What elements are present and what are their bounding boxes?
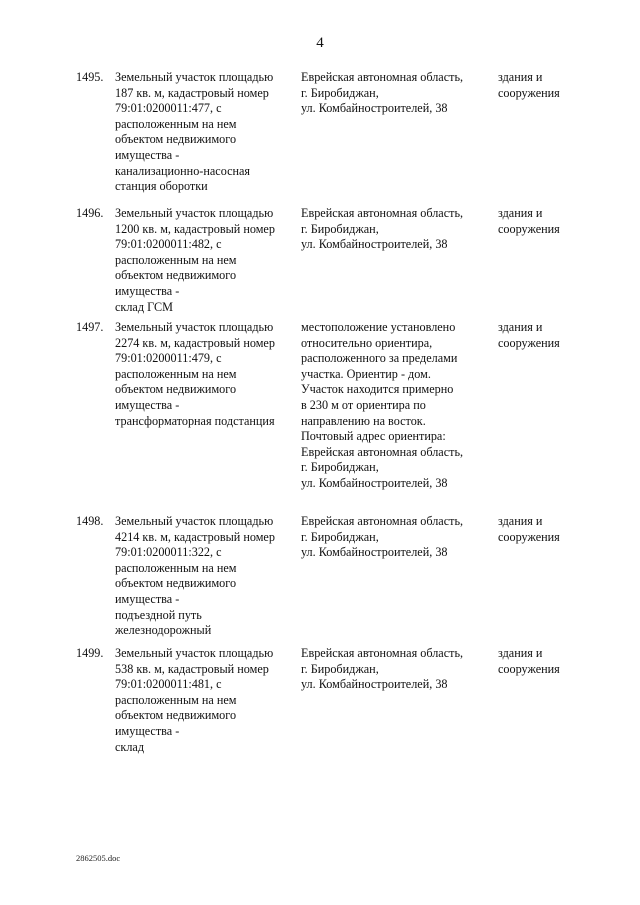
entry-type: здания и сооружения	[498, 70, 560, 100]
entry-address: Еврейская автономная область, г. Биробиджан, ул. Комбайностроителей, 38	[301, 206, 464, 252]
entry-address: Еврейская автономная область, г. Биробиджан, ул. Комбайностроителей, 38	[301, 514, 464, 560]
entry-description: Земельный участок площадью 4214 кв. м, кадастровый номер 79:01:0200011:322, с расположенным на нем объектом недвижимого имущества - подъездной путь железнодорожный	[115, 514, 275, 638]
entry-type: здания и сооружения	[498, 206, 560, 236]
entry-type: здания и сооружения	[498, 514, 560, 544]
entry-address: Еврейская автономная область, г. Биробиджан, ул. Комбайностроителей, 38	[301, 70, 464, 116]
entry-description: Земельный участок площадью 1200 кв. м, кадастровый номер 79:01:0200011:482, с расположенным на нем объектом недвижимого имущества - склад ГСМ	[115, 206, 275, 314]
entry-number: 1499.	[76, 646, 104, 660]
entry-number: 1498.	[76, 514, 104, 528]
entry-number: 1496.	[76, 206, 104, 220]
entry-type: здания и сооружения	[498, 320, 560, 350]
footer-filename: 2862505.doc	[76, 853, 121, 863]
page-number: 4	[316, 35, 324, 51]
entry-description: Земельный участок площадью 2274 кв. м, кадастровый номер 79:01:0200011:479, с расположенным на нем объектом недвижимого имущества - трансформаторная подстанция	[115, 320, 275, 428]
entry-address: Еврейская автономная область, г. Биробиджан, ул. Комбайностроителей, 38	[301, 646, 464, 692]
entry-description: Земельный участок площадью 538 кв. м, кадастровый номер 79:01:0200011:481, с расположенным на нем объектом недвижимого имущества - склад	[115, 646, 274, 754]
entry-description: Земельный участок площадью 187 кв. м, кадастровый номер 79:01:0200011:477, с расположенным на нем объектом недвижимого имущества - канализационно-насосная станция оборотки	[115, 70, 274, 194]
entry-address: местоположение установлено относительно ориентира, расположенного за пределами участка. Ориентир - дом. Участок находится примерно в 230 м от ориентира по направлению на восток. Почтовый адрес ориентира: Еврейская автономная область, г. Биробиджан, ул. Комбайностроителей, 38	[301, 320, 464, 490]
entry-number: 1495.	[76, 70, 104, 84]
entry-number: 1497.	[76, 320, 104, 334]
entry-type: здания и сооружения	[498, 646, 560, 676]
